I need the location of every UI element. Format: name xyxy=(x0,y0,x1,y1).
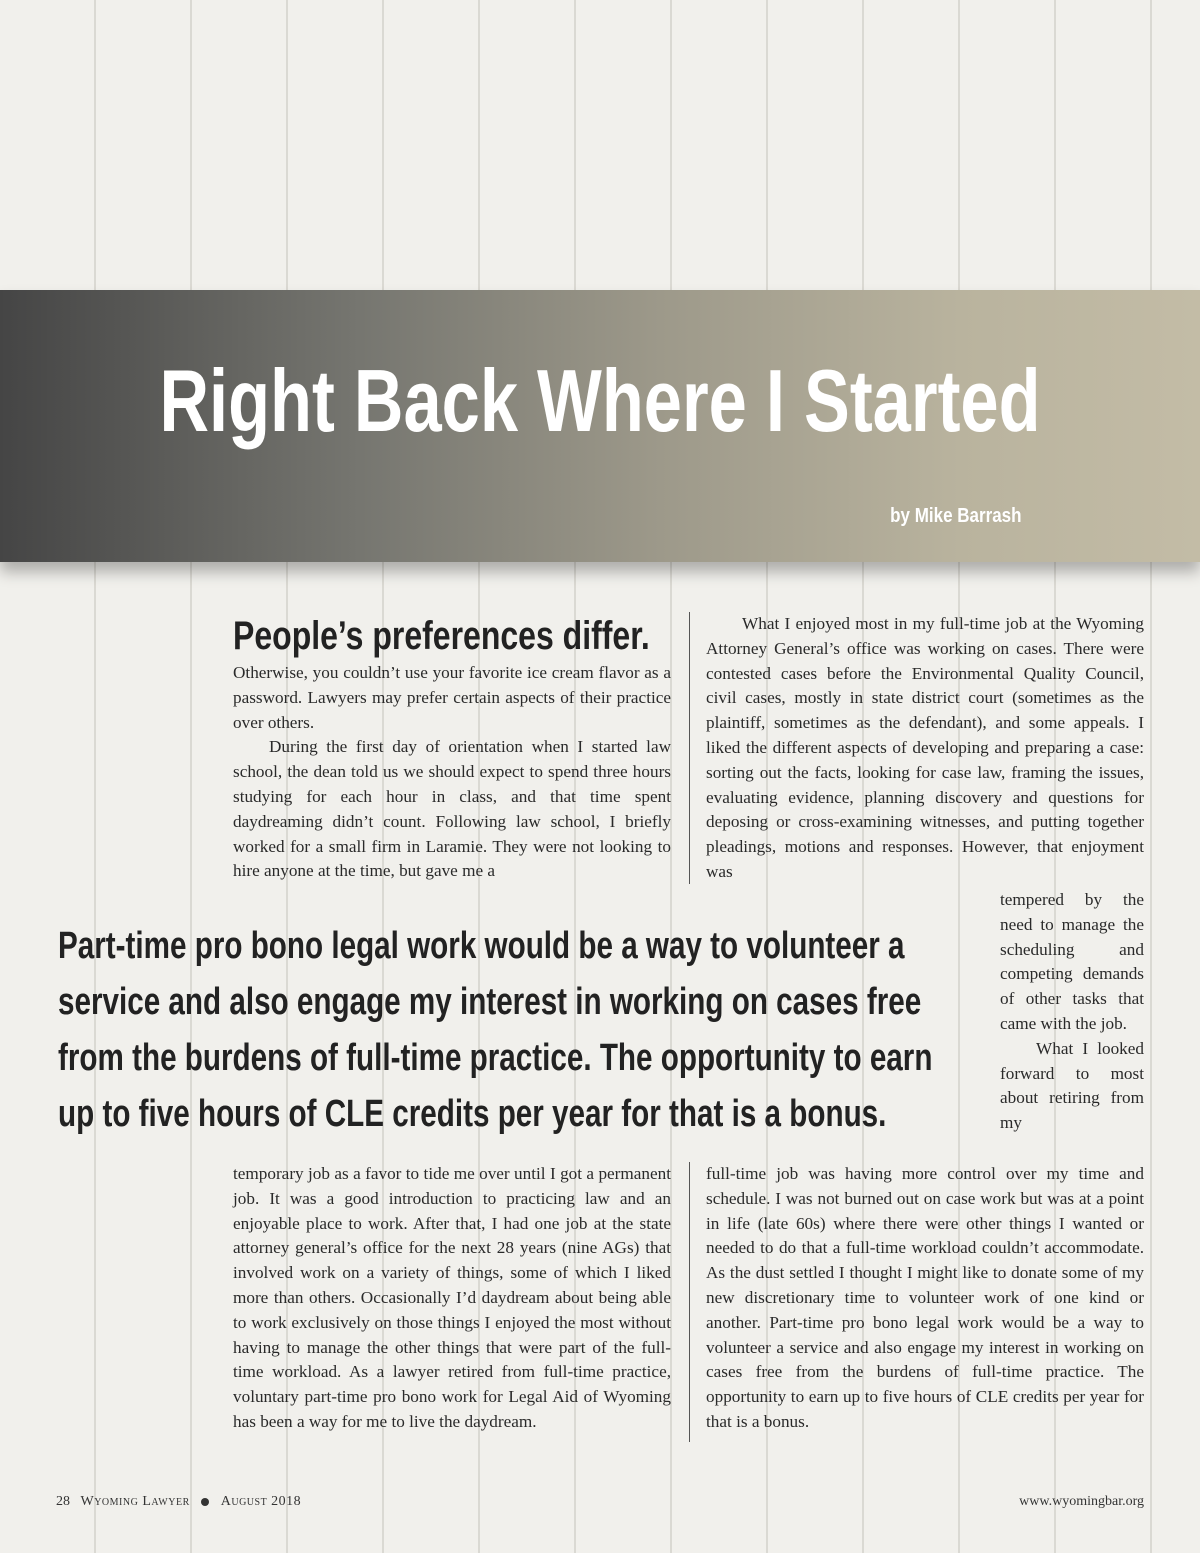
column-left-bottom xyxy=(233,1162,671,1435)
column-rule xyxy=(689,612,690,884)
pull-quote-line: from the burdens of full-time practice. The opportunity to earn xyxy=(58,1037,933,1079)
pull-quote xyxy=(58,918,978,1142)
paragraph: full-time job was having more control over my time and schedule. I was not burned out on case work but was at a point in life (late 60s) where there were other things I wanted or needed to do that a full-time workload couldn’t accommodate. As the dust settled I thought I might like to donate some of my new discretionary time to volunteer work of one kind or another. Part-time pro bono legal work would be a way to volunteer a service and also engage my interest in working on cases free from the burdens of full-time practice. The opportunity to earn up to five hours of CLE credits per year for that is a bonus. xyxy=(706,1164,1144,1431)
pull-quote-line: Part-time pro bono legal work would be a way to volunteer a xyxy=(58,925,905,967)
page-number: 28 xyxy=(56,1494,70,1509)
paragraph: temporary job as a favor to tide me over until I got a permanent job. It was a good introduction to practicing law and an enjoyable place to work. After that, I had one job at the state attorney general’s office for the next 28 years (nine AGs) that involved work on a variety of things, some of which I liked more than others. Occasionally I’d daydream about being able to work exclusively on those things I enjoyed the most without having to manage the other things that were part of the full-time workload. As a lawyer retired from full-time practice, voluntary part-time pro bono work for Legal Aid of Wyoming has been a way for me to live the daydream. xyxy=(233,1164,671,1431)
footer-website: www.wyomingbar.org xyxy=(1019,1494,1144,1509)
pull-quote-line: service and also engage my interest in working on cases free xyxy=(58,981,922,1023)
lede-heading: People’s preferences differ. xyxy=(233,614,650,658)
byline: by Mike Barrash xyxy=(890,505,1022,527)
column-rule xyxy=(689,1162,690,1442)
article-title: Right Back Where I Started xyxy=(159,351,1041,450)
publication-name: Wyoming Lawyer xyxy=(80,1494,190,1509)
paragraph: During the first day of orientation when I started law school, the dean told us we should expect to spend three hours studying for each hour in class, and that time spent daydreaming didn’t count. Following law school, I briefly worked for a small firm in Laramie. They were not looking to hire anyone at the time, but gave me a xyxy=(233,737,671,881)
bullet-dot-icon xyxy=(201,1498,209,1506)
column-right-narrow xyxy=(1000,888,1144,1136)
column-right-bottom xyxy=(706,1162,1144,1435)
column-right-top xyxy=(706,612,1144,885)
footer-folio xyxy=(56,1494,301,1510)
paragraph: tempered by the need to manage the scheduling and competing demands of other tasks that came with the job. xyxy=(1000,890,1144,1033)
paragraph: What I enjoyed most in my full-time job at the Wyoming Attorney General’s office was working on cases. There were contested cases before the Environmental Quality Council, civil cases, mostly in state district court (sometimes as the plaintiff, sometimes as the defendant), and some appeals. I liked the different aspects of developing and preparing a case: sorting out the facts, looking for case law, framing the issues, evaluating evidence, planning discovery and questions for deposing or cross-examining witnesses, and putting together pleadings, motions and responses. However, that enjoyment was xyxy=(706,614,1144,881)
pull-quote-line: up to five hours of CLE credits per year for that is a bonus. xyxy=(58,1093,887,1135)
paragraph: What I looked forward to most about retiring from my xyxy=(1000,1038,1144,1133)
column-left-top xyxy=(233,661,671,884)
paragraph: Otherwise, you couldn’t use your favorite ice cream flavor as a password. Lawyers may prefer certain aspects of their practice over others. xyxy=(233,663,671,732)
issue-date: August 2018 xyxy=(220,1494,302,1509)
